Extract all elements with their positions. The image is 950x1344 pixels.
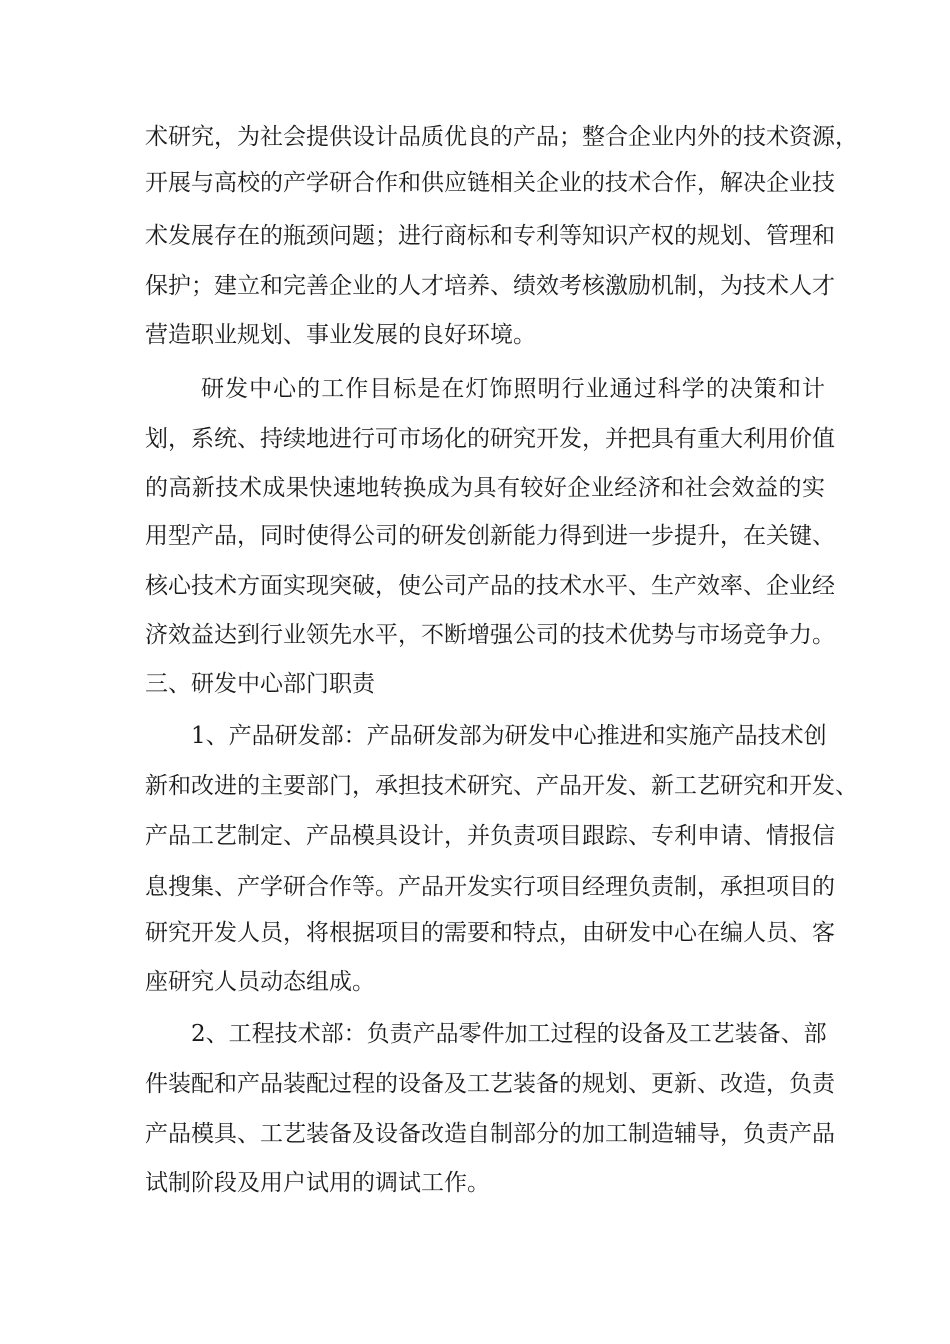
paragraph-1-line-4: 保护；建立和完善企业的人才培养、绩效考核激励机制，为技术人才 — [145, 273, 835, 299]
paragraph-1-line-3: 术发展存在的瓶颈问题；进行商标和专利等知识产权的规划、管理和 — [145, 223, 835, 249]
paragraph-3-line-6: 座研究人员动态组成。 — [145, 969, 375, 995]
paragraph-2-line-2: 划，系统、持续地进行可市场化的研究开发，并把具有重大利用价值 — [145, 426, 835, 452]
paragraph-1-line-1: 术研究，为社会提供设计品质优良的产品；整合企业内外的技术资源， — [145, 124, 858, 150]
paragraph-4-line-2: 件装配和产品装配过程的设备及工艺装备的规划、更新、改造，负责 — [145, 1071, 835, 1097]
paragraph-4-line-1: 2、工程技术部：负责产品零件加工过程的设备及工艺装备、部 — [191, 1021, 827, 1047]
paragraph-4-line-4: 试制阶段及用户试用的调试工作。 — [145, 1170, 490, 1196]
paragraph-3-line-4: 息搜集、产学研合作等。产品开发实行项目经理负责制，承担项目的 — [145, 874, 835, 900]
paragraph-4-line-3: 产品模具、工艺装备及设备改造自制部分的加工制造辅导，负责产品 — [145, 1121, 835, 1147]
paragraph-1-line-5: 营造职业规划、事业发展的良好环境。 — [145, 322, 536, 348]
section-heading: 三、研发中心部门职责 — [145, 671, 375, 697]
paragraph-2-line-1: 研发中心的工作目标是在灯饰照明行业通过科学的决策和计 — [201, 376, 825, 402]
paragraph-3-line-5: 研究开发人员，将根据项目的需要和特点，由研发中心在编人员、客 — [145, 920, 835, 946]
paragraph-2-line-3: 的高新技术成果快速地转换成为具有较好企业经济和社会效益的实 — [145, 475, 825, 501]
paragraph-3-line-2: 新和改进的主要部门，承担技术研究、产品开发、新工艺研究和开发、 — [145, 773, 858, 799]
paragraph-2-line-4: 用型产品，同时使得公司的研发创新能力得到进一步提升，在关键、 — [145, 523, 835, 549]
paragraph-1-line-2: 开展与高校的产学研合作和供应链相关企业的技术合作，解决企业技 — [145, 170, 835, 196]
paragraph-3-line-1: 1、产品研发部：产品研发部为研发中心推进和实施产品技术创 — [191, 723, 827, 749]
paragraph-2-line-6: 济效益达到行业领先水平，不断增强公司的技术优势与市场竞争力。 — [145, 622, 835, 648]
paragraph-2-line-5: 核心技术方面实现突破，使公司产品的技术水平、生产效率、企业经 — [145, 573, 835, 599]
paragraph-3-line-3: 产品工艺制定、产品模具设计，并负责项目跟踪、专利申请、情报信 — [145, 823, 835, 849]
